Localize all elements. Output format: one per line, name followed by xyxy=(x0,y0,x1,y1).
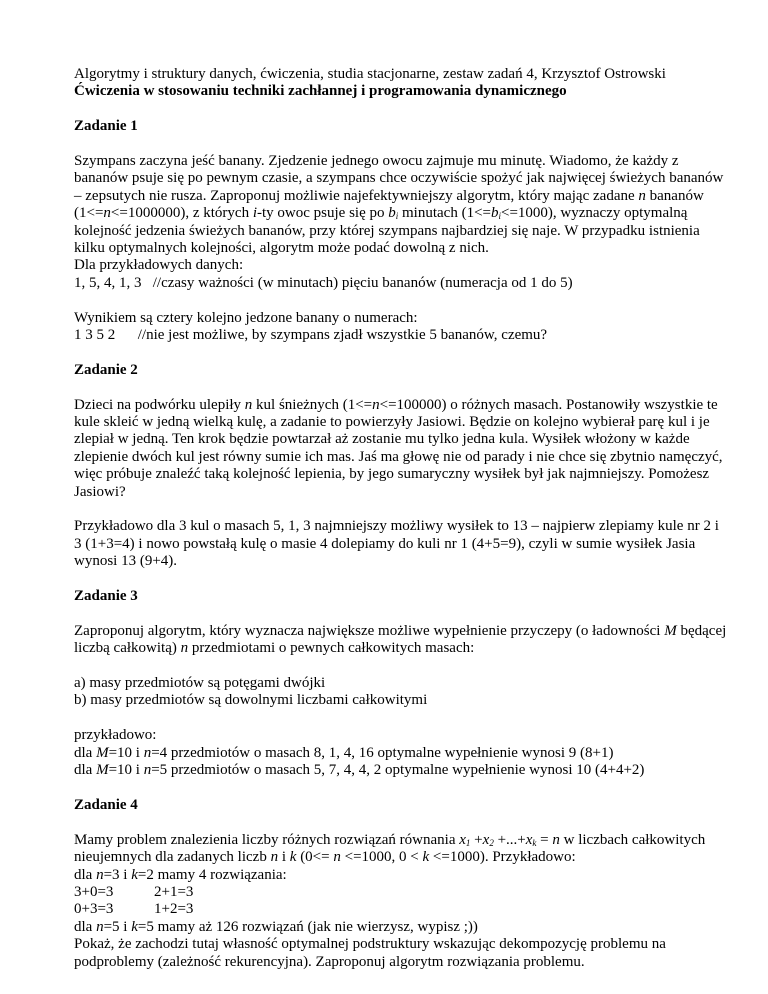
task-1-example-data: 1, 5, 4, 1, 3 //czasy ważności (w minutach) pięciu bananów (numeracja od 1 do 5) xyxy=(74,274,573,291)
document-subtitle: Ćwiczenia w stosowaniu techniki zachłannej i programowania dynamicznego xyxy=(74,83,567,100)
task-2-description: Dzieci na podwórku ulepiły n kul śnieżnych (1<=n<=100000) o różnych masach. Postanowiły wszystkie te kule skleić w jedną wielką kulę, a zadanie to powierzyły Jasiowi. Będzie on kolejno wybierał parę kul i je zlepiał w jedną. Ten krok będzie powtarzał aż zostanie mu tylko jedna kula. Wysiłek włożony w każde zlepienie dwóch kul jest równy sumie ich mas. Jaś ma głowę nie od parady i nie chce się zbytnio namęczyć, więc próbuje znaleźć taką kolejność lepienia, by jego sumaryczny wysiłek był jak najmniejszy. Pomożesz Jasiowi? xyxy=(74,396,723,500)
task-3-title: Zadanie 3 xyxy=(74,588,138,605)
task-1-example-intro: Dla przykładowych danych: xyxy=(74,257,244,274)
task-1-description: Szympans zaczyna jeść banany. Zjedzenie jednego owocu zajmuje mu minutę. Wiadomo, że każdy z bananów psuje się po pewnym czasie, a szympans chce oczywiście spożyć jak najwięcej świeżych bananów – zepsutych nie rusza. Zaproponuj możliwie najefektywniejszy algorytm, który mając zadane n bananów (1<=n<=1000000), z których i-ty owoc psuje się po $b_i$ minutach $(1<=b_i<=1000)$, wyznaczy optymalną kolejność jedzenia świeżych bananów, przy której szympans najbardziej się naje. W przypadku istnienia kilku optymalnych kolejności, algorytm może podać dowolną z nich. xyxy=(74,153,724,257)
task-3-example-2: dla M=10 i n=5 przedmiotów o masach 5, 7, 4, 4, 2 optymalne wypełnienie wynosi 10 (4+4+2) xyxy=(74,762,645,779)
task-3-description: Zaproponuj algorytm, który wyznacza największe możliwe wypełnienie przyczepy (o ładowności M będącej liczbą całkowitą) n przedmiotami o pewnych całkowitych masach: xyxy=(74,622,727,657)
task-2-title: Zadanie 2 xyxy=(74,361,138,378)
task-4-solutions-row-2: 0+3=3 1+2=3 xyxy=(74,901,194,918)
document-header-line: Algorytmy i struktury danych, ćwiczenia, studia stacjonarne, zestaw zadań 4, Krzysztof Ostrowski xyxy=(74,66,666,82)
task-1-result: 1 3 5 2 //nie jest możliwe, by szympans zjadł wszystkie 5 bananów, czemu? xyxy=(74,327,548,344)
task-4-example-intro: dla n=3 i k=2 mamy 4 rozwiązania: xyxy=(74,866,287,883)
task-4-instruction: Pokaż, że zachodzi tutaj własność optymalnej podstruktury wskazując dekompozycję problemu na podproblemy (zależność rekurencyjna). Zaproponuj algorytm rozwiązania problemu. xyxy=(74,936,666,970)
task-4-description: Mamy problem znalezienia liczby różnych rozwiązań równania $x_1 +x_2 +...+x_k = n$ w liczbach całkowitych nieujemnych dla zadanych liczb n i k (0<= n <=1000, 0 < k <=1000). Przykładowo: xyxy=(74,831,706,866)
task-2-example: Przykładowo dla 3 kul o masach 5, 1, 3 najmniejszy możliwy wysiłek to 13 – najpierw zlepiamy kule nr 2 i 3 (1+3=4) i nowo powstałą kulę o masie 4 dolepiamy do kuli nr 1 (4+5=9), czyli w sumie wysiłek Jasia wynosi 13 (9+4). xyxy=(74,518,719,570)
task-4-example-2: dla n=5 i k=5 mamy aż 126 rozwiązań (jak nie wierzysz, wypisz ;)) xyxy=(74,918,478,935)
task-4-title: Zadanie 4 xyxy=(74,796,138,813)
task-1-result-intro: Wynikiem są cztery kolejno jedzone banany o numerach: xyxy=(74,309,418,326)
task-3-option-b: b) masy przedmiotów są dowolnymi liczbami całkowitymi xyxy=(74,692,428,709)
task-3-example-intro: przykładowo: xyxy=(74,727,157,744)
task-3-example-1: dla M=10 i n=4 przedmiotów o masach 8, 1, 4, 16 optymalne wypełnienie wynosi 9 (8+1) xyxy=(74,744,614,761)
task-1-title: Zadanie 1 xyxy=(74,118,138,135)
task-4-solutions-row-1: 3+0=3 2+1=3 xyxy=(74,883,194,900)
task-3-option-a: a) masy przedmiotów są potęgami dwójki xyxy=(74,675,326,692)
